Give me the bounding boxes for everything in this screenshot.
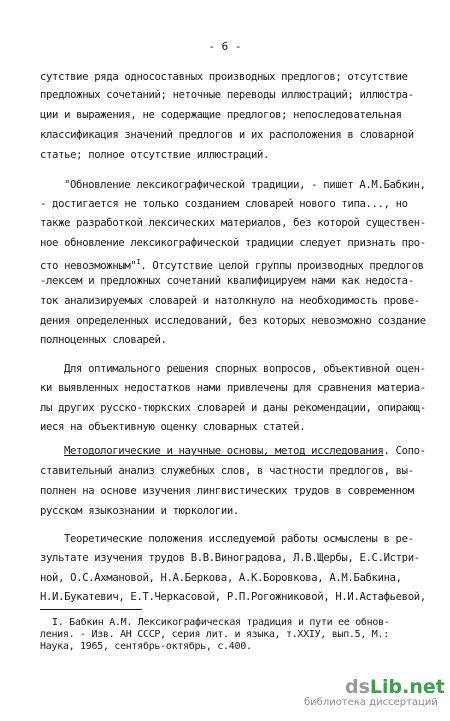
text-run: сто невозможным" (40, 260, 137, 272)
text-line: статье; полное отсутствие иллюстраций. (40, 149, 270, 161)
text-line: полнен на основе изучения лингвистических трудов в современном (40, 485, 414, 497)
text-line: - достигается не только созданием словарей нового типа..., но (40, 198, 408, 210)
watermark-tagline: библиотека диссертаций (304, 697, 438, 708)
text-line: зультате изучения трудов В.В.Виноградова, Л.В.Щербы, Е.С.Истри- (40, 552, 420, 564)
text-line: предложных сочетаний; неточные переводы иллюстраций; иллюстра- (40, 89, 414, 101)
text-line: Теоретические положения исследуемой работы осмыслены в ре- (64, 533, 414, 545)
section-heading: Методологические и научные основы, метод исследования (64, 445, 384, 457)
text-line: также разработкой лексических материалов, без которой существен- (40, 217, 426, 229)
text-run: . Отсутствие целой группы производных предлогов (140, 260, 424, 272)
watermark-brand-b: Lib.net (369, 676, 445, 698)
page-number: - 6 - (208, 40, 242, 53)
text-line: ставительный анализ служебных слов, в частности предлогов, вы- (40, 465, 414, 477)
text-line: Н.И.Букатевич, Е.Т.Черкасовой, Р.П.Рогожниковой, Н.И.Астафьевой, (40, 591, 426, 603)
text-line: ток анализируемых словарей и натолкнуло на необходимость прове- (40, 295, 420, 307)
text-line: сутствие ряда односоставных производных предлогов; отсутствие (40, 71, 408, 83)
text-line: русском языкознании и тюркологии. (40, 505, 239, 517)
text-line: классификация значений предлогов и их расположения в словарной (40, 129, 414, 141)
footnote-ref: I (136, 258, 141, 266)
text-line: дения определенных исследований, без которых невозможно создание (40, 315, 426, 327)
text-line: ное обновление лексикографической традиции следует признать про- (40, 237, 426, 249)
text-line: иеся на объективную оценку словарных статей. (40, 421, 306, 433)
footnote-line: ления. - Изв. АН СССР, серия лит. и языка, т.XXIУ, вып.5, М.: (40, 629, 389, 640)
footnote-line: Наука, 1965, сентябрь-октябрь, с.400. (40, 641, 252, 652)
text-line: "Обновление лексикографической традиции, - пишет А.М.Бабкин, (64, 179, 426, 191)
footnote-separator (40, 609, 142, 610)
text-run: . Сопо- (383, 445, 426, 457)
watermark-brand-a: ds (345, 676, 370, 698)
text-line: Для оптимального решения спорных вопросов, объективной оцен- (64, 363, 426, 375)
text-line: ции и выражения, не содержащие предлогов; непоследовательная (40, 109, 402, 121)
text-line: ной, О.С.Ахмановой, Н.А.Беркова, А.К.Боровкова, А.М.Бабкина, (40, 572, 402, 584)
watermark-logo (345, 676, 445, 698)
text-line (40, 255, 424, 273)
text-line (64, 444, 426, 458)
text-line: -лексем и предложных сочетаний квалифицируем нами как недоста- (40, 275, 414, 287)
text-line: ки выявленных недостатков нами привлечены для сравнения материа- (40, 382, 426, 394)
text-line: лы других русско-тюркских словарей и даны рекомендации, опирающ- (40, 402, 426, 414)
footnote-line: I. Бабкин А.М. Лексикографическая традиция и пути ее обнов- (52, 617, 390, 628)
text-line: полноценных словарей. (40, 334, 167, 346)
